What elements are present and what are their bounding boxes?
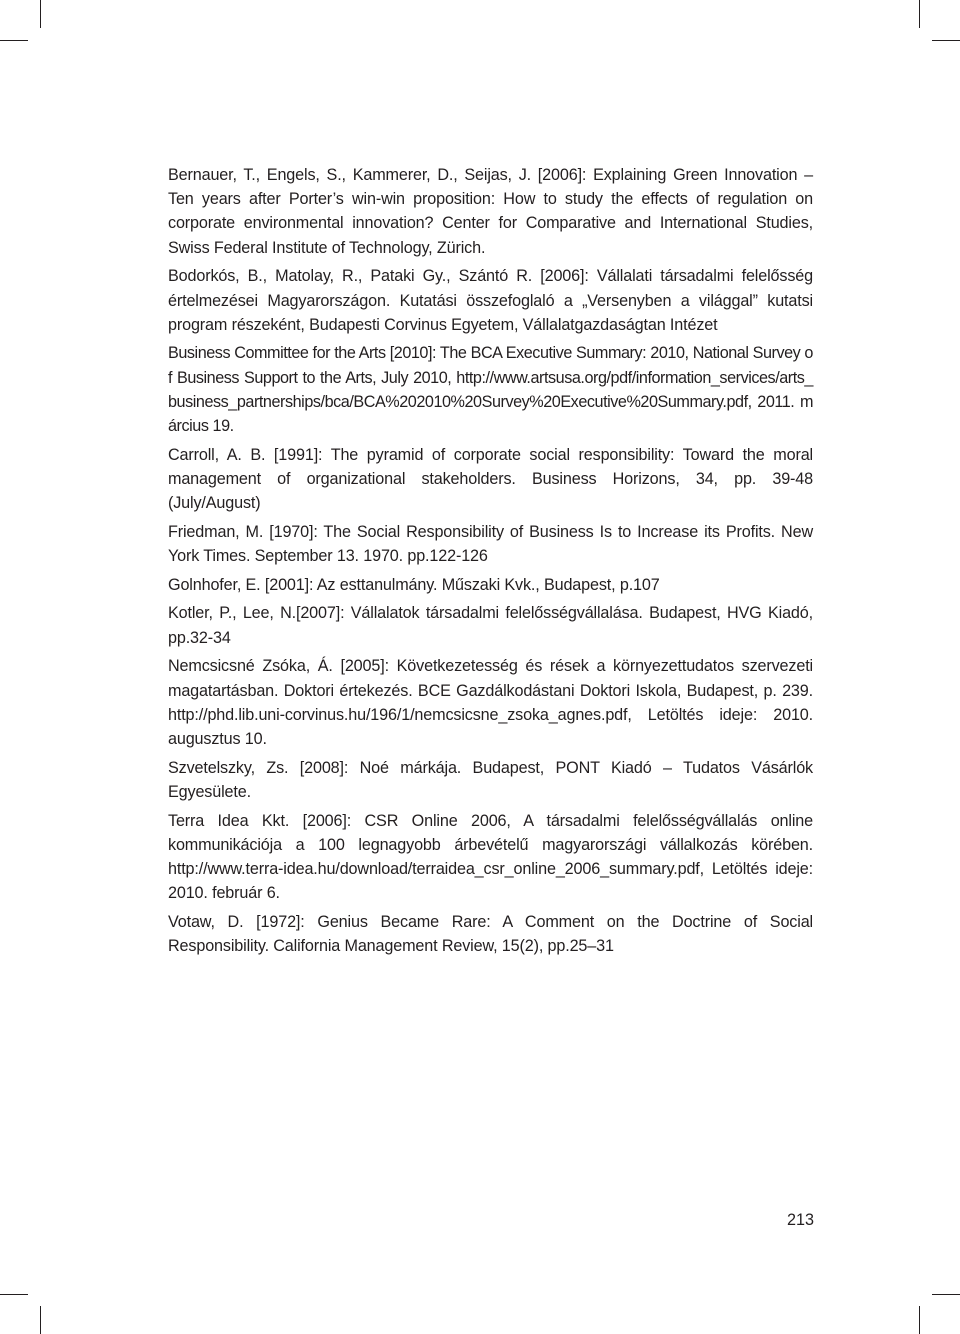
reference-item: Bodorkós, B., Matolay, R., Pataki Gy., Szántó R. [2006]: Vállalati társadalmi felelősség értelmezései Magyarországon. Kutatási összefoglaló a „Versenyben a világgal” kutatsi program részeként, Budapesti Corvinus Egyetem, Vállalatgazdaságtan Intézet	[168, 267, 813, 334]
crop-mark-bottom-right-vertical	[919, 1306, 920, 1334]
crop-mark-top-right-vertical	[919, 0, 920, 28]
reference-item: Szvetelszky, Zs. [2008]: Noé márkája. Budapest, PONT Kiadó – Tudatos Vásárlók Egyesülete.	[168, 758, 813, 801]
reference-item: Bernauer, T., Engels, S., Kammerer, D., Seijas, J. [2006]: Explaining Green Innovation – Ten years after Porter’s win-win proposition: How to study the effects of regulation on corporate environmental innovation? Center for Comparative and International Studies, Swiss Federal Institute of Technology, Zürich.	[168, 166, 813, 257]
page-number: 213	[786, 1211, 814, 1229]
crop-mark-bottom-left-vertical	[40, 1306, 41, 1334]
crop-mark-bottom-left-horizontal	[0, 1294, 28, 1295]
reference-item: Business Committee for the Arts [2010]: The BCA Executive Summary: 2010, National Survey of Business Support to the Arts, July 2010, http://www.artsusa.org/pdf/information_services/arts_business_partnerships/bca/BCA%202010%20Survey%20Executive%20Summary.pdf, 2011. március 19.	[168, 344, 813, 436]
reference-item: Golnhofer, E. [2001]: Az esttanulmány. Műszaki Kvk., Budapest, p.107	[168, 575, 660, 594]
crop-mark-top-right-horizontal	[932, 40, 960, 41]
reference-list	[168, 163, 813, 963]
crop-mark-top-left-vertical	[40, 0, 41, 28]
reference-item: Kotler, P., Lee, N.[2007]: Vállalatok társadalmi felelősségvállalása. Budapest, HVG Kiadó, pp.32-34	[168, 604, 813, 647]
crop-mark-bottom-right-horizontal	[932, 1294, 960, 1295]
crop-mark-top-left-horizontal	[0, 40, 28, 41]
reference-item: Votaw, D. [1972]: Genius Became Rare: A Comment on the Doctrine of Social Responsibility. California Management Review, 15(2), pp.25–31	[168, 912, 813, 956]
reference-item: Carroll, A. B. [1991]: The pyramid of corporate social responsibility: Toward the moral management of organizational stakeholders. Business Horizons, 34, pp. 39-48 (July/August)	[168, 445, 813, 513]
reference-item: Friedman, M. [1970]: The Social Responsibility of Business Is to Increase its Profits. New York Times. September 13. 1970. pp.122-126	[168, 522, 813, 566]
reference-item: Nemcsicsné Zsóka, Á. [2005]: Következetesség és rések a környezettudatos szervezeti magatartásban. Doktori értekezés. BCE Gazdálkodástani Doktori Iskola, Budapest, p. 239. http://phd.lib.uni-corvinus.hu/196/1/nemcsicsne_zsoka_agnes.pdf, Letöltés ideje: 2010. augusztus 10.	[168, 657, 813, 748]
reference-item: Terra Idea Kkt. [2006]: CSR Online 2006, A társadalmi felelősségvállalás online kommunikációja a 100 legnagyobb árbevételű magyarországi vállalkozás körében. http://www.terra-idea.hu/download/terraidea_csr_online_2006_summary.pdf, Letöltés ideje: 2010. február 6.	[168, 811, 813, 903]
